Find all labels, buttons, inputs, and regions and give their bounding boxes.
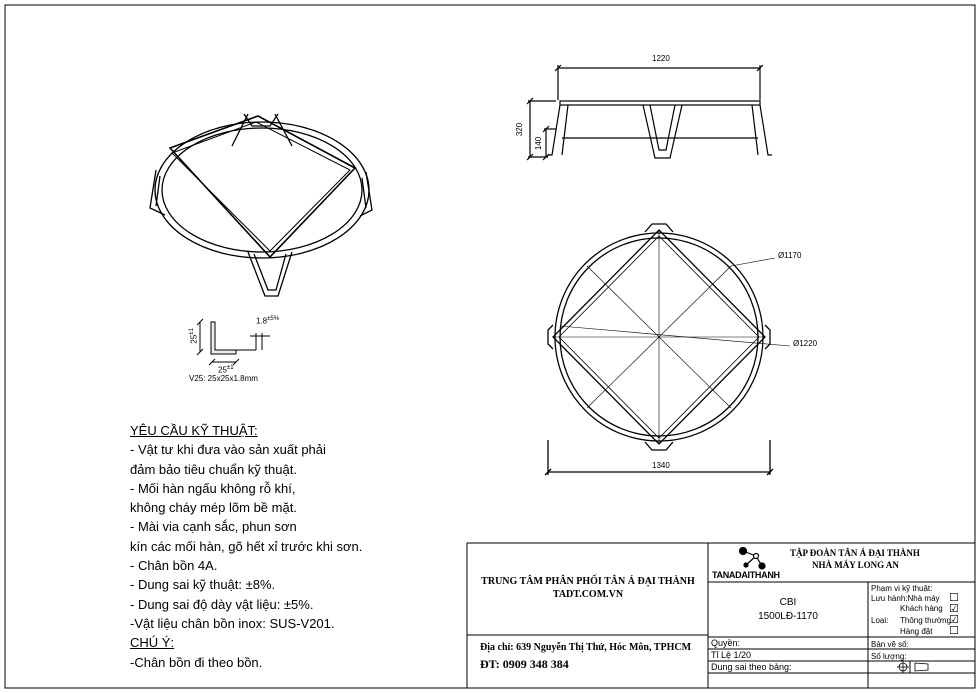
profile-thickness: $1.8^{\pm 5\%}$ — [256, 316, 280, 326]
address: Địa chỉ: 639 Nguyễn Thị Thử, Hóc Môn, TPHCM — [480, 642, 692, 653]
requirement-line: đảm bảo tiêu chuẩn kỹ thuật. — [130, 461, 297, 477]
type-label: Loại: — [871, 616, 889, 625]
phone: ĐT: 0909 348 384 — [480, 657, 569, 671]
customer-option: Khách hàng — [900, 604, 943, 613]
note-line: -Chân bồn đi theo bồn. — [130, 654, 263, 670]
requirement-line: không cháy mép lõm bề mặt. — [130, 500, 297, 516]
goods-option: Hàng đặt — [900, 627, 933, 636]
drawing-no-label: Bản vẽ số: — [871, 640, 909, 649]
dim-dia-outer: Ø1220 — [793, 339, 818, 348]
product-model: 1500LĐ-1170 — [758, 611, 818, 622]
dim-top-width: 1220 — [652, 54, 670, 63]
checkbox-normal[interactable]: ☑ — [949, 614, 959, 626]
note-title: CHÚ Ý: — [130, 635, 175, 651]
dim-height-lower: 140 — [534, 136, 544, 151]
requirement-line: -Vật liệu chân bồn inox: SUS-V201. — [130, 615, 335, 631]
scale-label: Tỉ Lệ 1/20 — [711, 650, 752, 660]
normal-option: Thông thường — [900, 616, 952, 625]
website: TADT.COM.VN — [552, 589, 624, 600]
requirement-line: - Mối hàn ngấu không rỗ khí, — [130, 480, 296, 496]
profile-caption: V25: 25x25x1.8mm — [189, 374, 258, 383]
requirements-block — [130, 421, 362, 672]
requirement-line: - Dung sai kỹ thuật: ±8%. — [130, 577, 276, 593]
requirements-title: YÊU CẦU KỸ THUẬT: — [130, 423, 258, 438]
checkbox-customer[interactable]: ☑ — [949, 603, 959, 615]
requirement-line: - Vật tư khi đưa vào sản xuất phải — [130, 442, 326, 458]
factory-name: NHÀ MÁY LONG AN — [812, 560, 899, 570]
isometric-view — [150, 114, 372, 296]
requirement-line: kín các mối hàn, gõ hết xỉ trước khi sơn. — [130, 538, 363, 554]
requirement-line: - Chân bồn 4A. — [130, 558, 218, 574]
profile-leg-b: $25^{\pm 1}$ — [218, 365, 234, 375]
storage-row: Lưu hành:Nhà máy — [871, 594, 940, 603]
profile-leg-a: $25^{\pm 1}$ — [188, 328, 199, 344]
company-logo — [740, 548, 766, 570]
front-view — [527, 65, 772, 160]
scope-label: Phạm vi kỹ thuật: — [871, 584, 933, 593]
logo-text: TANADAITHANH — [712, 570, 780, 580]
dim-dia-inner: Ø1170 — [778, 251, 802, 260]
projection-symbol — [897, 661, 928, 673]
requirement-line: - Dung sai độ dày vật liệu: ±5%. — [130, 596, 314, 612]
profile-section — [197, 319, 270, 365]
requirement-line: - Mài via cạnh sắc, phun sơn — [130, 519, 297, 535]
dim-bottom-width: 1340 — [652, 461, 670, 470]
dim-height-total: 320 — [515, 122, 525, 137]
quantity-label: Số lượng: — [871, 652, 907, 661]
group-name: TẬP ĐOÀN TÂN Á ĐẠI THÀNH — [790, 548, 920, 558]
approval-label: Quyền: — [711, 638, 741, 648]
tolerance-label: Dung sai theo bảng: — [711, 662, 792, 672]
checkbox-goods[interactable]: ☐ — [949, 625, 959, 637]
distributor-name: TRUNG TÂM PHÂN PHỐI TÂN Á ĐẠI THÀNH — [481, 576, 695, 587]
checkbox-factory[interactable]: ☐ — [949, 592, 959, 604]
product-code: CBI — [779, 597, 797, 608]
top-view — [545, 224, 790, 475]
